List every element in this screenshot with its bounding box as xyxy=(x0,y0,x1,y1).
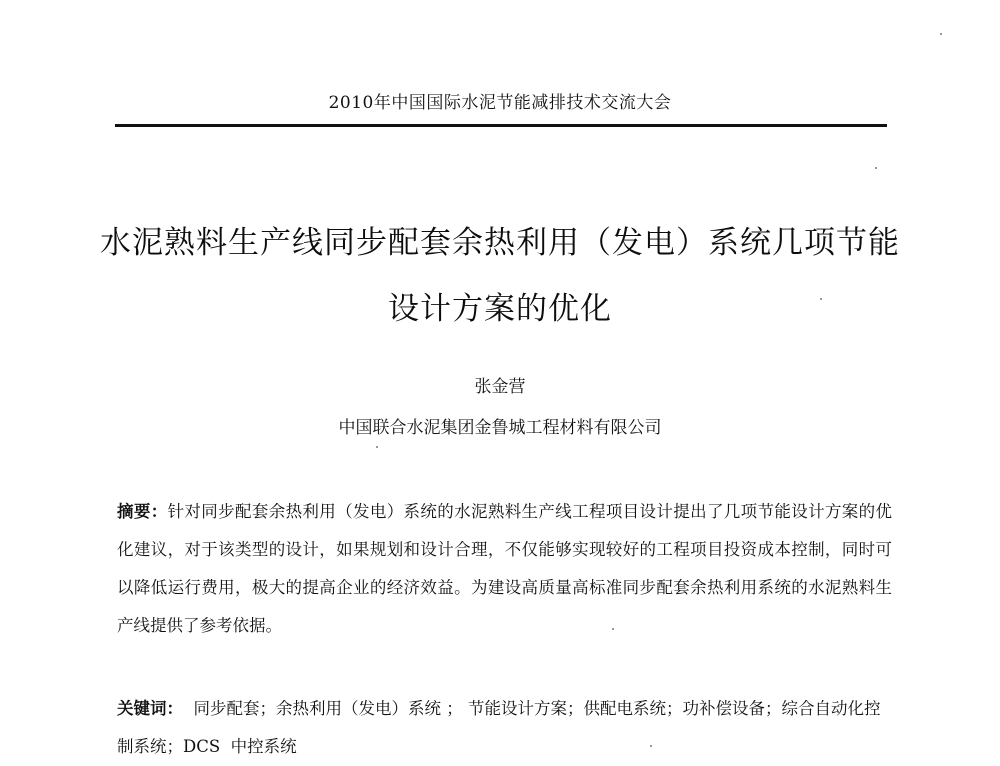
keywords xyxy=(117,690,892,766)
header-rule xyxy=(115,124,887,127)
scan-speck xyxy=(612,628,614,630)
scan-speck xyxy=(820,298,822,300)
keyword-item: 供配电系统； xyxy=(583,699,683,718)
author-name: 张金营 xyxy=(474,377,526,397)
paper-title-line-2: 设计方案的优化 xyxy=(388,291,612,327)
scan-speck xyxy=(875,167,877,169)
keyword-item: 同步配套； xyxy=(193,699,276,718)
abstract-label: 摘要： xyxy=(117,502,168,521)
keyword-item: 中控系统 xyxy=(230,737,297,756)
scan-speck xyxy=(376,446,378,448)
keywords-label: 关键词： xyxy=(117,699,183,718)
scan-speck xyxy=(650,745,652,747)
running-header: 2010年中国国际水泥节能减排技术交流大会 xyxy=(328,93,672,113)
keyword-item: 节能设计方案； xyxy=(468,699,584,718)
keyword-item: DCS xyxy=(183,737,221,756)
keyword-item: 功补偿设备； xyxy=(682,699,782,718)
abstract-text: 针对同步配套余热利用（发电）系统的水泥熟料生产线工程项目设计提出了几项节能设计方案的优化建议，对于该类型的设计，如果规划和设计合理，不仅能够实现较好的工程项目投资成本控制，同时可以降低运行费用，极大的提高企业的经济效益。为建设高质量高标准同步配套余热利用系统的水泥熟料生产线提供了参考依据。 xyxy=(117,502,893,635)
keyword-item: ； xyxy=(446,699,463,718)
keyword-item: 余热利用（发电）系统 xyxy=(276,699,441,718)
scan-speck xyxy=(940,33,942,35)
paper-title-line-1: 水泥熟料生产线同步配套余热利用（发电）系统几项节能 xyxy=(100,225,900,261)
keyword-item: 综合自动化控制系统； xyxy=(117,699,881,756)
abstract xyxy=(117,493,892,645)
author-affiliation: 中国联合水泥集团金鲁城工程材料有限公司 xyxy=(338,418,662,438)
